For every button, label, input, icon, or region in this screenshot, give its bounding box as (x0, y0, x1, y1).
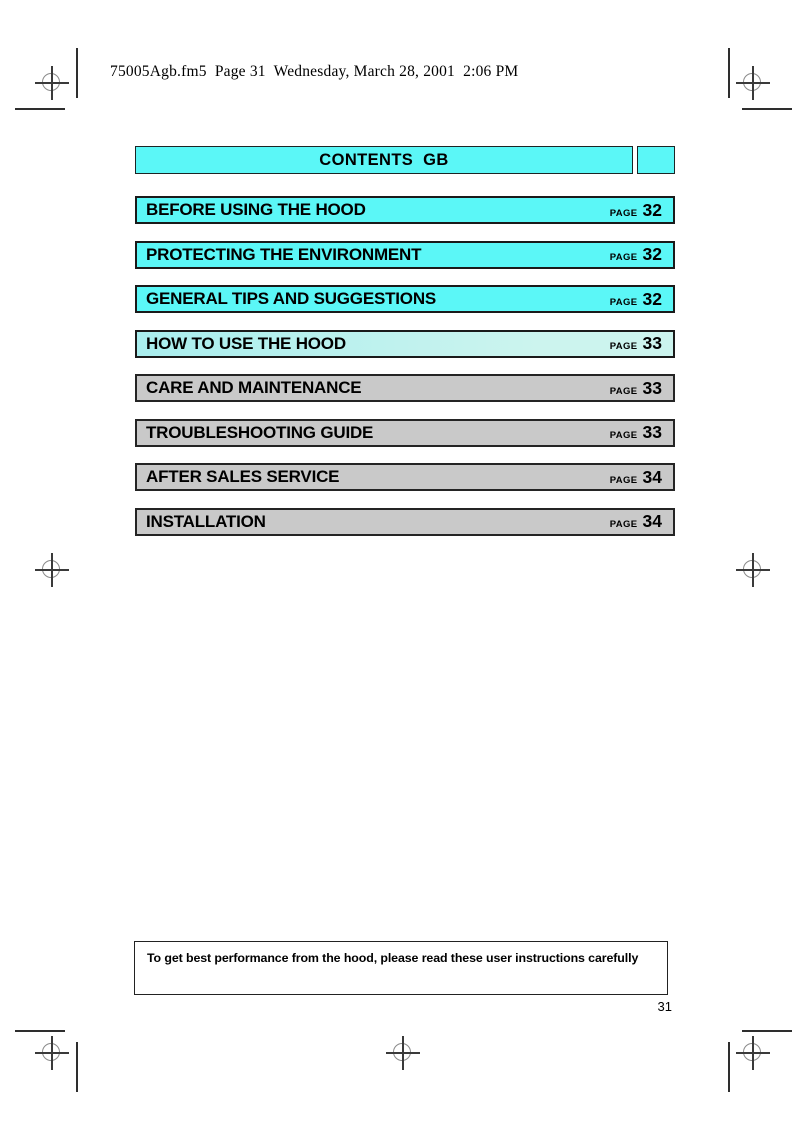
toc-row (135, 419, 675, 447)
crop-line-icon (742, 1030, 792, 1032)
toc-row-label: HOW TO USE THE HOOD (146, 333, 346, 353)
page-word: PAGE (609, 341, 638, 352)
toc-row (135, 374, 675, 402)
toc-row-label: AFTER SALES SERVICE (146, 467, 340, 486)
note-box (134, 941, 668, 995)
page-word: PAGE (609, 519, 638, 530)
page-word: PAGE (609, 296, 638, 308)
toc-row-page-ref (610, 511, 662, 532)
registration-mark-icon (386, 1036, 420, 1070)
toc-row (135, 463, 675, 491)
crop-line-icon (728, 48, 730, 98)
toc-corner-box (637, 146, 675, 174)
registration-mark-icon (736, 553, 770, 587)
page-word: PAGE (609, 252, 638, 263)
toc-row-page-ref (610, 467, 662, 488)
toc-row (135, 330, 675, 358)
toc-row-label: CARE AND MAINTENANCE (146, 378, 362, 397)
page-ref-number: 32 (642, 288, 662, 309)
crop-line-icon (15, 108, 65, 110)
registration-mark-icon (736, 66, 770, 100)
toc-row-page-ref (610, 333, 662, 354)
toc-row-page-ref (610, 289, 662, 310)
toc-row-label: TROUBLESHOOTING GUIDE (146, 422, 374, 442)
page-word: PAGE (609, 430, 638, 441)
toc-row-label: PROTECTING THE ENVIRONMENT (146, 244, 422, 264)
page-ref-number: 33 (642, 377, 662, 398)
crop-line-icon (15, 1030, 65, 1032)
registration-mark-icon (35, 1036, 69, 1070)
toc-row (135, 285, 675, 313)
page-ref-number: 32 (642, 244, 662, 264)
toc-row (135, 196, 675, 224)
toc-row (135, 508, 675, 536)
toc-title: CONTENTS GB (135, 146, 633, 174)
page-number: 31 (657, 999, 672, 1014)
page-word: PAGE (609, 474, 638, 486)
crop-line-icon (742, 108, 792, 110)
page-ref-number: 34 (642, 466, 662, 487)
crop-line-icon (728, 1042, 730, 1092)
page-ref-number: 33 (642, 333, 662, 353)
registration-mark-icon (35, 553, 69, 587)
toc-row-label: BEFORE USING THE HOOD (146, 200, 366, 219)
toc-rows (135, 196, 675, 536)
page-ref-number: 34 (642, 511, 662, 531)
page-ref-number: 32 (642, 199, 662, 220)
page-word: PAGE (609, 385, 638, 397)
toc-row (135, 241, 675, 269)
table-of-contents (135, 146, 675, 536)
toc-row-page-ref (610, 200, 662, 221)
registration-mark-icon (35, 66, 69, 100)
crop-line-icon (76, 48, 78, 98)
toc-row-label: GENERAL TIPS AND SUGGESTIONS (146, 289, 437, 308)
note-text: To get best performance from the hood, please read these user instructions carefully (147, 951, 639, 965)
print-header-line: 75005Agb.fm5 Page 31 Wednesday, March 28, 2001 2:06 PM (110, 63, 519, 80)
toc-row-page-ref (610, 422, 662, 443)
toc-row-label: INSTALLATION (146, 511, 266, 531)
toc-row-page-ref (610, 244, 662, 265)
page-ref-number: 33 (642, 422, 662, 442)
page-word: PAGE (609, 207, 638, 219)
crop-line-icon (76, 1042, 78, 1092)
toc-title-row (135, 146, 675, 174)
toc-row-page-ref (610, 378, 662, 399)
registration-mark-icon (736, 1036, 770, 1070)
